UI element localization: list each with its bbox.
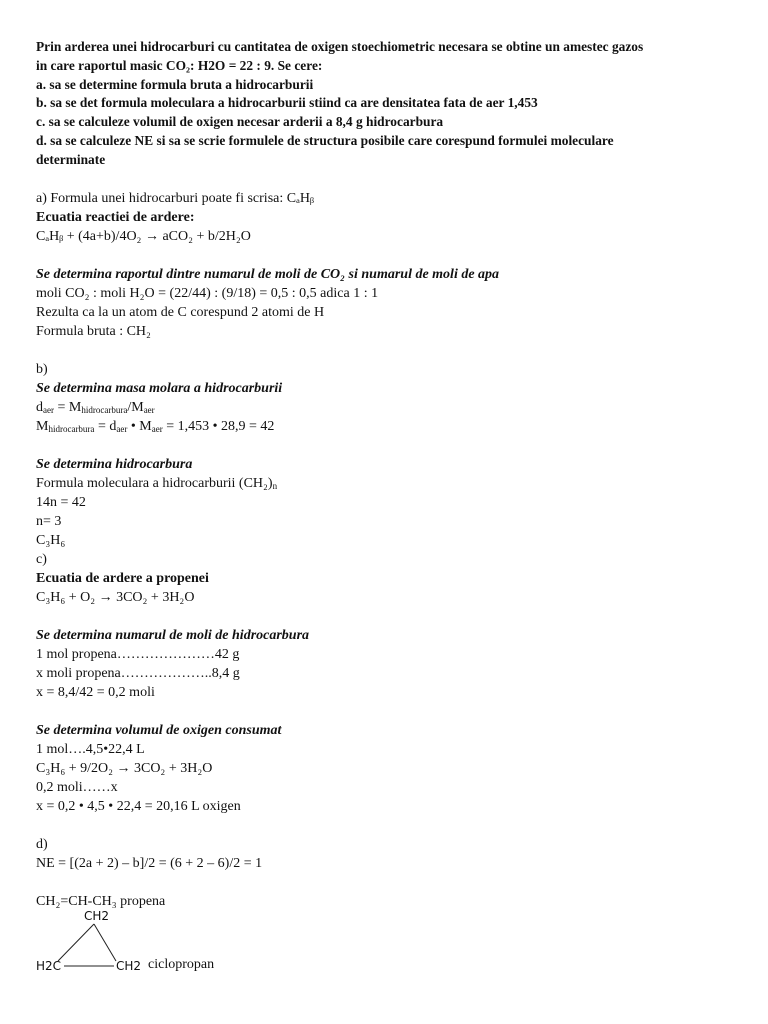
section-label: b) [36, 361, 48, 377]
volume-result: x = 0,2 • 4,5 • 22,4 = 20,16 L oxigen [36, 798, 241, 814]
equation-n: 14n = 42 [36, 494, 86, 510]
problem-line: in care raportul masic CO₂: H2O = 22 : 9. Se cere: [36, 57, 323, 73]
problem-line: c. sa se calculeze volumil de oxigen necesar arderii a 8,4 g hidrocarbura [36, 114, 444, 130]
moles-line: x moli propena………………..8,4 g [36, 665, 240, 681]
molar-mass-calculation: $M_{hidrocarbura} = d_{aer}$ • $M_{aer} = 1,453$ • 28,9 = 42 [36, 418, 275, 434]
n-value: n= 3 [36, 513, 62, 529]
air-density-formula: $d_{aer} = M_{hidrocarbura}/M_{aer}$ [36, 399, 155, 415]
molar-mass-heading: Se determina masa molara a hidrocarburii [36, 380, 283, 396]
molecular-formula-line: Formula moleculara a hidrocarburii $(CH_2)_n$ [36, 475, 278, 491]
cyclopropane-bonds [36, 908, 256, 971]
section-b [36, 360, 736, 550]
volume-equation: C₃H₆ + 9/2O₂ → 3CO₂ + 3H₂O [36, 760, 213, 776]
combustion-equation: CₐHᵦ + (4a+b)/4O₂ → aCO₂ + b/2H₂O [36, 228, 251, 244]
equation-heading: Ecuatia reactiei de ardere: [36, 209, 195, 225]
problem-line: a. sa se determine formula bruta a hidrocarburii [36, 76, 314, 92]
cyclopropane-label: ciclopropan [148, 956, 215, 972]
ratio-calculation: moli CO₂ : moli H₂O = (22/44) : (9/18) = 0,5 : 0,5 adica 1 : 1 [36, 285, 379, 301]
ring-left-label: H2C [36, 958, 62, 973]
volume-line: 0,2 moli……x [36, 779, 118, 795]
document-page [36, 38, 736, 971]
ratio-heading: Se determina raportul dintre numarul de moli de CO₂ si numarul de moli de apa [36, 266, 500, 282]
empirical-formula: Formula bruta : CH₂ [36, 323, 151, 339]
problem-line: b. sa se det formula moleculara a hidrocarburii stiind ca are densitatea fata de aer 1,453 [36, 95, 538, 111]
section-label: c) [36, 551, 47, 567]
propene-structure: CH₂=CH-CH₃ propena [36, 893, 166, 909]
oxygen-volume-heading: Se determina volumul de oxigen consumat [36, 722, 282, 738]
moles-heading: Se determina numarul de moli de hidrocarbura [36, 627, 310, 643]
problem-line: determinate [36, 151, 106, 167]
section-c [36, 550, 736, 816]
moles-line: 1 mol propena…………………42 g [36, 646, 240, 662]
unsaturation-number: NE = [(2a + 2) – b]/2 = (6 + 2 – 6)/2 = 1 [36, 855, 263, 871]
section-d [36, 835, 736, 971]
ratio-result: Rezulta ca la un atom de C corespund 2 atomi de H [36, 304, 325, 320]
intro-line: a) Formula unei hidrocarburi poate fi scrisa: CₐHᵦ [36, 190, 314, 206]
ring-right-label: CH2 [116, 958, 142, 973]
problem-line: Prin arderea unei hidrocarburi cu cantitatea de oxigen stoechiometric necesara se obtine un amestec gazos [36, 39, 644, 54]
section-a [36, 189, 736, 341]
propene-equation-heading: Ecuatia de ardere a propenei [36, 570, 209, 586]
propene-equation: C₃H₆ + O₂ → 3CO₂ + 3H₂O [36, 589, 195, 605]
moles-result: x = 8,4/42 = 0,2 moli [36, 684, 155, 700]
section-label: d) [36, 836, 48, 852]
cyclopropane-diagram [36, 908, 736, 973]
problem-statement [36, 38, 736, 170]
ring-top-label: CH2 [84, 908, 110, 923]
final-formula: C₃H₆ [36, 532, 66, 548]
hydrocarbon-heading: Se determina hidrocarbura [36, 456, 193, 472]
volume-line: 1 mol….4,5•22,4 L [36, 741, 145, 757]
problem-line: d. sa se calculeze NE si sa se scrie formulele de structura posibile care corespund formulei moleculare [36, 132, 614, 148]
